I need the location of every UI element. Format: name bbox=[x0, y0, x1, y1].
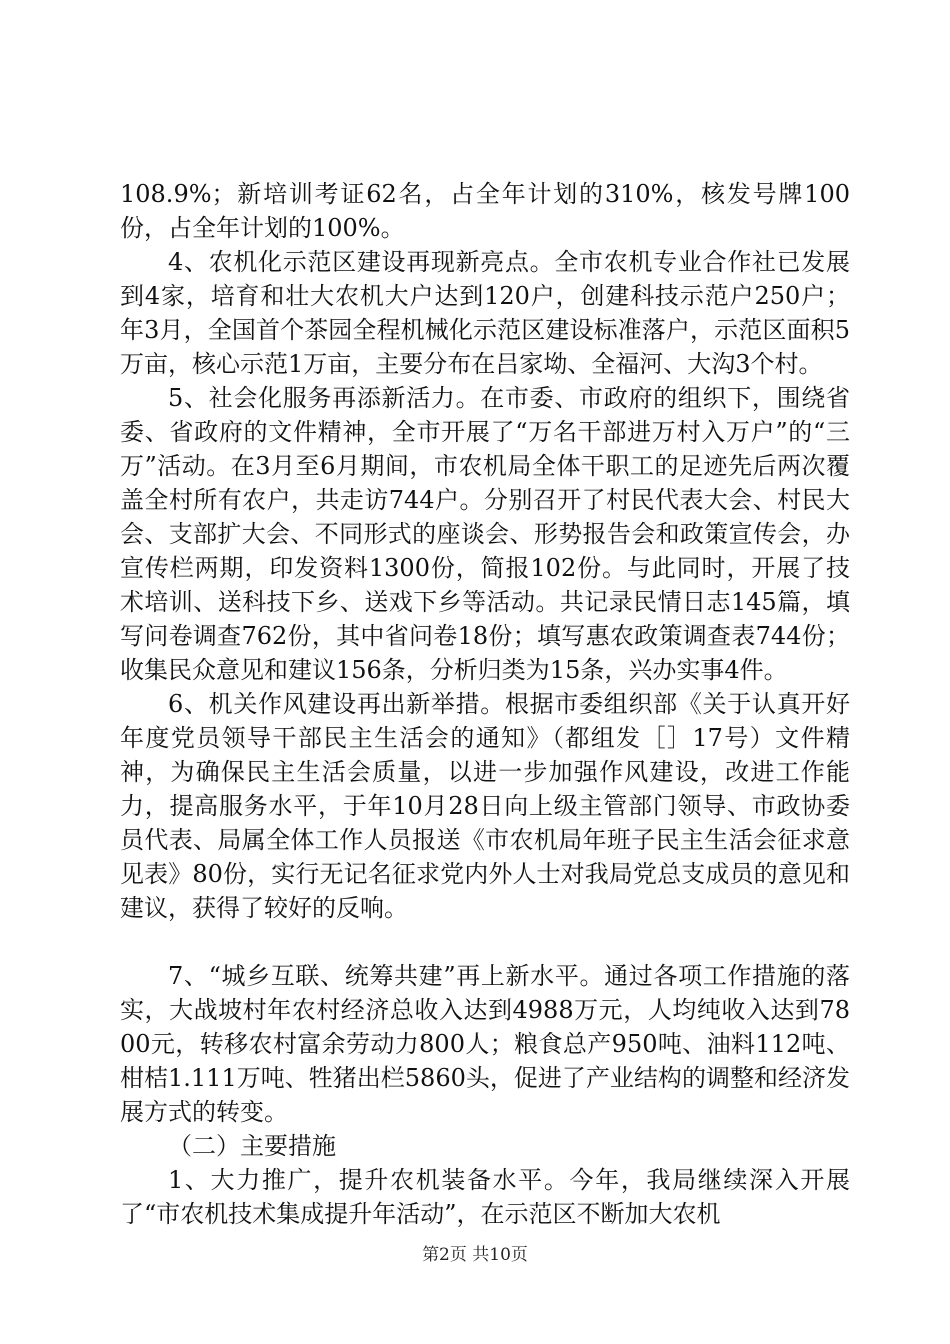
paragraph-urban-rural: 7、“城乡互联、统筹共建”再上新水平。通过各项工作措施的落实，大战坡村年农村经济总收入达到4988万元，人均纯收入达到7800元，转移农村富余劳动力800人；粮食总产950吨、油料112吨、柑桔1.111万吨、牲猪出栏5860头，促进了产业结构的调整和经济发展方式的转变。 bbox=[120, 962, 850, 1126]
page-number-footer: 第2页 共10页 bbox=[422, 1245, 528, 1265]
paragraph-work-style: 6、机关作风建设再出新举措。根据市委组织部《关于认真开好年度党员领导干部民主生活会的通知》（都组发［］17号）文件精神，为确保民主生活会质量，以进一步加强作风建设，改进工作能力，提高服务水平，于年10月28日向上级主管部门领导、市政协委员代表、局属全体工作人员报送《市农机局年班子民主生活会征求意见表》80份，实行无记名征求党内外人士对我局党总支成员的意见和建议，获得了较好的反响。 bbox=[120, 690, 850, 922]
document-body bbox=[120, 177, 850, 1231]
paragraph-social-service: 5、社会化服务再添新活力。在市委、市政府的组织下，围绕省委、省政府的文件精神，全市开展了“万名干部进万村入万户”的“三万”活动。在3月至6月期间，市农机局全体干职工的足迹先后两次覆盖全村所有农户，共走访744户。分别召开了村民代表大会、村民大会、支部扩大会、不同形式的座谈会、形势报告会和政策宣传会，办宣传栏两期，印发资料1300份，简报102份。与此同时，开展了技术培训、送科技下乡、送戏下乡等活动。共记录民情日志145篇，填写问卷调查762份，其中省问卷18份；填写惠农政策调查表744份；收集民众意见和建议156条，分析归类为15条，兴办实事4件。 bbox=[120, 384, 850, 684]
paragraph-spacer bbox=[120, 925, 850, 959]
paragraph-continued: 108.9%；新培训考证62名，占全年计划的310%，核发号牌100份，占全年计划的100%。 bbox=[120, 180, 850, 242]
paragraph-demo-zone: 4、农机化示范区建设再现新亮点。全市农机专业合作社已发展到4家，培育和壮大农机大户达到120户，创建科技示范户250户；年3月，全国首个茶园全程机械化示范区建设标准落户，示范区面积5万亩，核心示范1万亩，主要分布在吕家坳、全福河、大沟3个村。 bbox=[120, 248, 850, 378]
paragraph-promotion: 1、大力推广，提升农机装备水平。今年，我局继续深入开展了“市农机技术集成提升年活动”，在示范区不断加大农机 bbox=[120, 1166, 850, 1228]
section-heading-measures: （二）主要措施 bbox=[168, 1132, 336, 1160]
